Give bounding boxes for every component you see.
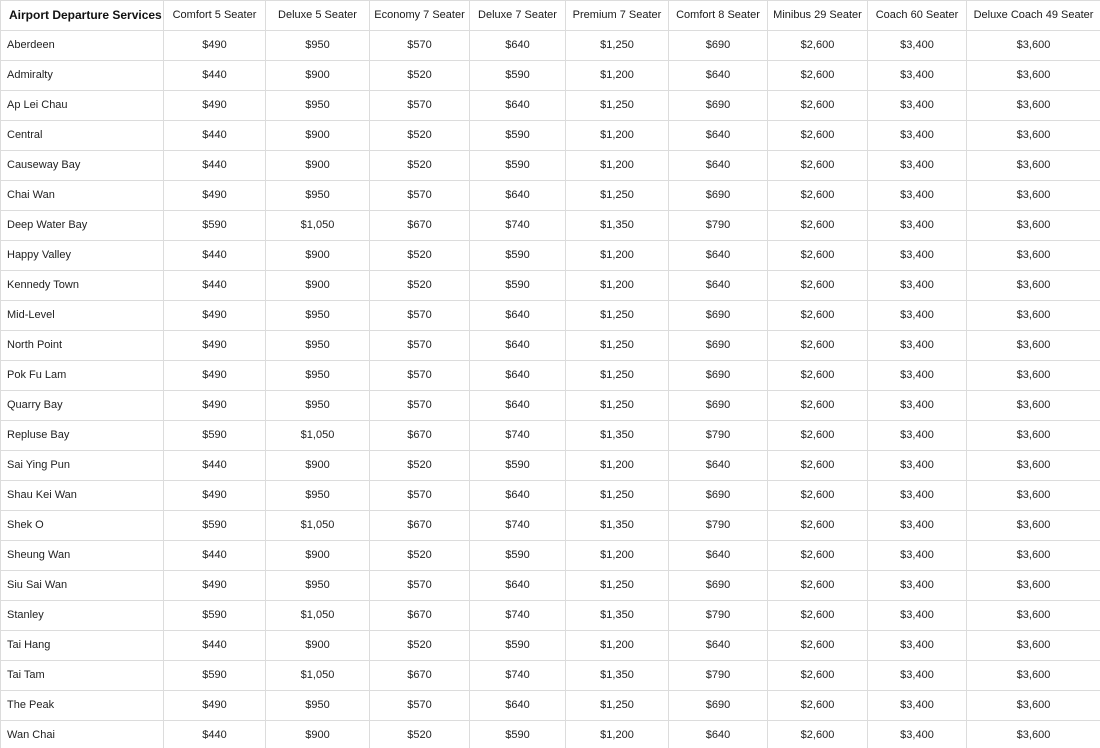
price-cell: $3,600 bbox=[967, 421, 1100, 451]
price-cell: $590 bbox=[164, 601, 266, 631]
price-cell: $3,600 bbox=[967, 571, 1100, 601]
price-cell: $2,600 bbox=[768, 151, 868, 181]
price-cell: $490 bbox=[164, 331, 266, 361]
price-cell: $570 bbox=[370, 691, 470, 721]
price-cell: $640 bbox=[669, 631, 768, 661]
price-cell: $520 bbox=[370, 241, 470, 271]
price-cell: $640 bbox=[669, 271, 768, 301]
price-cell: $440 bbox=[164, 721, 266, 748]
price-cell: $740 bbox=[470, 601, 566, 631]
price-cell: $640 bbox=[669, 61, 768, 91]
price-cell: $900 bbox=[266, 721, 370, 748]
price-cell: $1,250 bbox=[566, 691, 669, 721]
price-cell: $1,250 bbox=[566, 301, 669, 331]
price-cell: $1,200 bbox=[566, 151, 669, 181]
table-row bbox=[1, 61, 1100, 91]
price-cell: $570 bbox=[370, 391, 470, 421]
price-cell: $640 bbox=[669, 541, 768, 571]
price-cell: $490 bbox=[164, 361, 266, 391]
price-cell: $690 bbox=[669, 391, 768, 421]
price-cell: $1,200 bbox=[566, 541, 669, 571]
table-row bbox=[1, 331, 1100, 361]
table-row bbox=[1, 361, 1100, 391]
price-cell: $2,600 bbox=[768, 331, 868, 361]
price-cell: $3,400 bbox=[868, 691, 967, 721]
district-cell: Stanley bbox=[1, 601, 164, 631]
price-cell: $790 bbox=[669, 661, 768, 691]
price-cell: $2,600 bbox=[768, 511, 868, 541]
price-cell: $570 bbox=[370, 301, 470, 331]
table-row bbox=[1, 271, 1100, 301]
price-cell: $570 bbox=[370, 31, 470, 61]
price-cell: $3,400 bbox=[868, 331, 967, 361]
table-row bbox=[1, 391, 1100, 421]
price-cell: $570 bbox=[370, 91, 470, 121]
district-cell: Causeway Bay bbox=[1, 151, 164, 181]
price-cell: $490 bbox=[164, 571, 266, 601]
price-cell: $950 bbox=[266, 361, 370, 391]
price-cell: $900 bbox=[266, 451, 370, 481]
price-cell: $790 bbox=[669, 601, 768, 631]
price-cell: $1,250 bbox=[566, 181, 669, 211]
price-cell: $3,400 bbox=[868, 511, 967, 541]
price-cell: $950 bbox=[266, 91, 370, 121]
price-cell: $3,600 bbox=[967, 301, 1100, 331]
price-cell: $3,600 bbox=[967, 61, 1100, 91]
price-cell: $440 bbox=[164, 271, 266, 301]
price-cell: $740 bbox=[470, 421, 566, 451]
price-cell: $490 bbox=[164, 31, 266, 61]
price-cell: $2,600 bbox=[768, 451, 868, 481]
district-cell: Aberdeen bbox=[1, 31, 164, 61]
price-cell: $1,050 bbox=[266, 511, 370, 541]
price-cell: $3,600 bbox=[967, 271, 1100, 301]
price-cell: $1,200 bbox=[566, 121, 669, 151]
price-cell: $2,600 bbox=[768, 631, 868, 661]
price-cell: $1,250 bbox=[566, 331, 669, 361]
table-title: Airport Departure Services bbox=[1, 1, 164, 31]
price-cell: $3,600 bbox=[967, 601, 1100, 631]
district-cell: Shek O bbox=[1, 511, 164, 541]
price-cell: $640 bbox=[470, 181, 566, 211]
price-cell: $3,600 bbox=[967, 691, 1100, 721]
price-cell: $490 bbox=[164, 91, 266, 121]
column-header: Minibus 29 Seater bbox=[768, 1, 868, 31]
price-cell: $590 bbox=[470, 721, 566, 748]
price-cell: $900 bbox=[266, 631, 370, 661]
price-cell: $740 bbox=[470, 661, 566, 691]
price-cell: $670 bbox=[370, 211, 470, 241]
price-cell: $490 bbox=[164, 301, 266, 331]
district-cell: Sheung Wan bbox=[1, 541, 164, 571]
price-cell: $690 bbox=[669, 691, 768, 721]
price-cell: $2,600 bbox=[768, 61, 868, 91]
price-cell: $690 bbox=[669, 91, 768, 121]
district-cell: Admiralty bbox=[1, 61, 164, 91]
price-cell: $2,600 bbox=[768, 601, 868, 631]
table-row bbox=[1, 571, 1100, 601]
price-cell: $3,600 bbox=[967, 661, 1100, 691]
price-cell: $2,600 bbox=[768, 721, 868, 748]
price-cell: $670 bbox=[370, 601, 470, 631]
price-cell: $1,350 bbox=[566, 421, 669, 451]
price-cell: $3,400 bbox=[868, 451, 967, 481]
price-cell: $1,350 bbox=[566, 511, 669, 541]
header-row bbox=[1, 1, 1100, 31]
table-row bbox=[1, 511, 1100, 541]
price-cell: $2,600 bbox=[768, 301, 868, 331]
price-cell: $590 bbox=[164, 421, 266, 451]
district-cell: Sai Ying Pun bbox=[1, 451, 164, 481]
price-cell: $3,400 bbox=[868, 361, 967, 391]
column-header: Economy 7 Seater bbox=[370, 1, 470, 31]
price-cell: $790 bbox=[669, 421, 768, 451]
price-cell: $790 bbox=[669, 511, 768, 541]
price-cell: $2,600 bbox=[768, 481, 868, 511]
price-cell: $690 bbox=[669, 571, 768, 601]
price-cell: $1,250 bbox=[566, 361, 669, 391]
price-cell: $590 bbox=[164, 511, 266, 541]
price-cell: $640 bbox=[669, 151, 768, 181]
price-cell: $3,400 bbox=[868, 541, 967, 571]
price-cell: $440 bbox=[164, 541, 266, 571]
price-cell: $3,400 bbox=[868, 211, 967, 241]
table-row bbox=[1, 31, 1100, 61]
price-cell: $3,400 bbox=[868, 61, 967, 91]
table-row bbox=[1, 91, 1100, 121]
price-cell: $3,600 bbox=[967, 481, 1100, 511]
district-cell: Quarry Bay bbox=[1, 391, 164, 421]
table-row bbox=[1, 301, 1100, 331]
price-cell: $440 bbox=[164, 241, 266, 271]
price-cell: $520 bbox=[370, 451, 470, 481]
table-row bbox=[1, 601, 1100, 631]
price-cell: $590 bbox=[470, 151, 566, 181]
price-cell: $2,600 bbox=[768, 271, 868, 301]
price-cell: $1,200 bbox=[566, 61, 669, 91]
price-cell: $440 bbox=[164, 631, 266, 661]
price-cell: $3,600 bbox=[967, 391, 1100, 421]
price-cell: $3,400 bbox=[868, 631, 967, 661]
table-row bbox=[1, 181, 1100, 211]
price-cell: $3,400 bbox=[868, 91, 967, 121]
price-cell: $490 bbox=[164, 391, 266, 421]
price-cell: $520 bbox=[370, 631, 470, 661]
price-cell: $950 bbox=[266, 391, 370, 421]
price-cell: $520 bbox=[370, 541, 470, 571]
price-cell: $3,400 bbox=[868, 31, 967, 61]
price-cell: $570 bbox=[370, 331, 470, 361]
price-cell: $3,400 bbox=[868, 571, 967, 601]
price-cell: $2,600 bbox=[768, 241, 868, 271]
price-cell: $520 bbox=[370, 721, 470, 748]
price-cell: $3,400 bbox=[868, 151, 967, 181]
price-cell: $950 bbox=[266, 331, 370, 361]
price-cell: $640 bbox=[669, 721, 768, 748]
district-cell: Chai Wan bbox=[1, 181, 164, 211]
price-cell: $3,600 bbox=[967, 451, 1100, 481]
table-row bbox=[1, 631, 1100, 661]
price-cell: $950 bbox=[266, 481, 370, 511]
district-cell: Deep Water Bay bbox=[1, 211, 164, 241]
district-cell: Tai Tam bbox=[1, 661, 164, 691]
price-cell: $740 bbox=[470, 511, 566, 541]
price-cell: $950 bbox=[266, 181, 370, 211]
price-cell: $3,400 bbox=[868, 271, 967, 301]
price-cell: $590 bbox=[164, 661, 266, 691]
column-header: Comfort 5 Seater bbox=[164, 1, 266, 31]
price-cell: $440 bbox=[164, 451, 266, 481]
price-cell: $690 bbox=[669, 31, 768, 61]
price-cell: $790 bbox=[669, 211, 768, 241]
table-row bbox=[1, 481, 1100, 511]
district-cell: Kennedy Town bbox=[1, 271, 164, 301]
price-cell: $3,600 bbox=[967, 241, 1100, 271]
table-row bbox=[1, 241, 1100, 271]
price-cell: $520 bbox=[370, 61, 470, 91]
price-cell: $1,250 bbox=[566, 91, 669, 121]
price-cell: $3,600 bbox=[967, 91, 1100, 121]
column-header: Premium 7 Seater bbox=[566, 1, 669, 31]
district-cell: Wan Chai bbox=[1, 721, 164, 748]
price-cell: $3,600 bbox=[967, 541, 1100, 571]
price-cell: $900 bbox=[266, 241, 370, 271]
price-cell: $640 bbox=[470, 571, 566, 601]
district-cell: Happy Valley bbox=[1, 241, 164, 271]
price-cell: $520 bbox=[370, 151, 470, 181]
price-cell: $1,050 bbox=[266, 601, 370, 631]
table-body bbox=[1, 31, 1100, 748]
price-cell: $1,250 bbox=[566, 31, 669, 61]
price-cell: $1,200 bbox=[566, 451, 669, 481]
price-cell: $490 bbox=[164, 691, 266, 721]
price-cell: $2,600 bbox=[768, 211, 868, 241]
price-cell: $3,600 bbox=[967, 631, 1100, 661]
price-cell: $2,600 bbox=[768, 661, 868, 691]
price-cell: $1,200 bbox=[566, 241, 669, 271]
price-cell: $1,350 bbox=[566, 661, 669, 691]
price-cell: $590 bbox=[164, 211, 266, 241]
price-cell: $590 bbox=[470, 631, 566, 661]
price-cell: $640 bbox=[669, 241, 768, 271]
price-cell: $570 bbox=[370, 361, 470, 391]
price-cell: $1,250 bbox=[566, 481, 669, 511]
column-header: Comfort 8 Seater bbox=[669, 1, 768, 31]
price-cell: $590 bbox=[470, 541, 566, 571]
price-cell: $690 bbox=[669, 181, 768, 211]
column-header: Coach 60 Seater bbox=[868, 1, 967, 31]
price-cell: $3,400 bbox=[868, 391, 967, 421]
price-cell: $3,600 bbox=[967, 211, 1100, 241]
price-cell: $900 bbox=[266, 61, 370, 91]
price-cell: $950 bbox=[266, 691, 370, 721]
table-row bbox=[1, 421, 1100, 451]
table-row bbox=[1, 661, 1100, 691]
column-header: Deluxe 5 Seater bbox=[266, 1, 370, 31]
price-cell: $670 bbox=[370, 421, 470, 451]
price-cell: $2,600 bbox=[768, 691, 868, 721]
table-row bbox=[1, 451, 1100, 481]
price-cell: $950 bbox=[266, 31, 370, 61]
price-cell: $3,600 bbox=[967, 31, 1100, 61]
district-cell: Mid-Level bbox=[1, 301, 164, 331]
price-cell: $900 bbox=[266, 541, 370, 571]
price-cell: $640 bbox=[470, 361, 566, 391]
price-cell: $2,600 bbox=[768, 31, 868, 61]
price-cell: $640 bbox=[669, 451, 768, 481]
price-cell: $640 bbox=[470, 691, 566, 721]
price-cell: $3,400 bbox=[868, 181, 967, 211]
price-cell: $2,600 bbox=[768, 541, 868, 571]
price-cell: $2,600 bbox=[768, 421, 868, 451]
price-cell: $900 bbox=[266, 121, 370, 151]
price-cell: $490 bbox=[164, 481, 266, 511]
price-cell: $1,200 bbox=[566, 721, 669, 748]
price-cell: $640 bbox=[470, 91, 566, 121]
price-cell: $950 bbox=[266, 301, 370, 331]
price-cell: $440 bbox=[164, 151, 266, 181]
price-cell: $1,050 bbox=[266, 211, 370, 241]
price-cell: $900 bbox=[266, 271, 370, 301]
price-cell: $640 bbox=[669, 121, 768, 151]
column-header: Deluxe Coach 49 Seater bbox=[967, 1, 1100, 31]
table-row bbox=[1, 691, 1100, 721]
price-cell: $440 bbox=[164, 121, 266, 151]
price-cell: $490 bbox=[164, 181, 266, 211]
price-cell: $590 bbox=[470, 271, 566, 301]
price-cell: $690 bbox=[669, 301, 768, 331]
district-cell: The Peak bbox=[1, 691, 164, 721]
district-cell: Repluse Bay bbox=[1, 421, 164, 451]
price-cell: $690 bbox=[669, 481, 768, 511]
table-row bbox=[1, 151, 1100, 181]
table-header bbox=[1, 1, 1100, 31]
price-cell: $570 bbox=[370, 181, 470, 211]
price-cell: $740 bbox=[470, 211, 566, 241]
price-cell: $670 bbox=[370, 511, 470, 541]
price-cell: $1,200 bbox=[566, 631, 669, 661]
district-cell: Siu Sai Wan bbox=[1, 571, 164, 601]
price-cell: $3,600 bbox=[967, 181, 1100, 211]
price-cell: $3,600 bbox=[967, 151, 1100, 181]
price-cell: $640 bbox=[470, 331, 566, 361]
price-cell: $1,350 bbox=[566, 601, 669, 631]
price-cell: $590 bbox=[470, 121, 566, 151]
table-row bbox=[1, 121, 1100, 151]
price-cell: $3,400 bbox=[868, 481, 967, 511]
price-cell: $3,400 bbox=[868, 721, 967, 748]
price-cell: $3,400 bbox=[868, 121, 967, 151]
district-cell: Tai Hang bbox=[1, 631, 164, 661]
price-cell: $690 bbox=[669, 331, 768, 361]
price-cell: $3,400 bbox=[868, 301, 967, 331]
price-cell: $3,600 bbox=[967, 121, 1100, 151]
price-cell: $640 bbox=[470, 31, 566, 61]
price-cell: $1,250 bbox=[566, 391, 669, 421]
district-cell: Central bbox=[1, 121, 164, 151]
price-cell: $2,600 bbox=[768, 391, 868, 421]
price-cell: $1,250 bbox=[566, 571, 669, 601]
price-cell: $1,350 bbox=[566, 211, 669, 241]
price-cell: $3,600 bbox=[967, 721, 1100, 748]
price-cell: $440 bbox=[164, 61, 266, 91]
price-cell: $2,600 bbox=[768, 121, 868, 151]
price-cell: $950 bbox=[266, 571, 370, 601]
price-cell: $2,600 bbox=[768, 181, 868, 211]
price-cell: $1,050 bbox=[266, 421, 370, 451]
price-cell: $690 bbox=[669, 361, 768, 391]
price-cell: $670 bbox=[370, 661, 470, 691]
price-cell: $3,600 bbox=[967, 331, 1100, 361]
table-row bbox=[1, 541, 1100, 571]
price-cell: $590 bbox=[470, 241, 566, 271]
table-row bbox=[1, 721, 1100, 748]
price-cell: $640 bbox=[470, 391, 566, 421]
district-cell: Pok Fu Lam bbox=[1, 361, 164, 391]
price-cell: $2,600 bbox=[768, 91, 868, 121]
price-cell: $570 bbox=[370, 571, 470, 601]
price-cell: $590 bbox=[470, 61, 566, 91]
district-cell: North Point bbox=[1, 331, 164, 361]
price-cell: $520 bbox=[370, 271, 470, 301]
price-cell: $1,200 bbox=[566, 271, 669, 301]
price-cell: $3,400 bbox=[868, 601, 967, 631]
price-cell: $2,600 bbox=[768, 571, 868, 601]
district-cell: Ap Lei Chau bbox=[1, 91, 164, 121]
price-cell: $3,600 bbox=[967, 361, 1100, 391]
price-cell: $1,050 bbox=[266, 661, 370, 691]
price-cell: $3,400 bbox=[868, 421, 967, 451]
price-cell: $3,400 bbox=[868, 661, 967, 691]
table-row bbox=[1, 211, 1100, 241]
price-cell: $590 bbox=[470, 451, 566, 481]
district-cell: Shau Kei Wan bbox=[1, 481, 164, 511]
price-cell: $3,400 bbox=[868, 241, 967, 271]
price-cell: $640 bbox=[470, 301, 566, 331]
price-cell: $520 bbox=[370, 121, 470, 151]
price-cell: $900 bbox=[266, 151, 370, 181]
column-header: Deluxe 7 Seater bbox=[470, 1, 566, 31]
price-cell: $2,600 bbox=[768, 361, 868, 391]
price-cell: $640 bbox=[470, 481, 566, 511]
price-cell: $3,600 bbox=[967, 511, 1100, 541]
price-cell: $570 bbox=[370, 481, 470, 511]
